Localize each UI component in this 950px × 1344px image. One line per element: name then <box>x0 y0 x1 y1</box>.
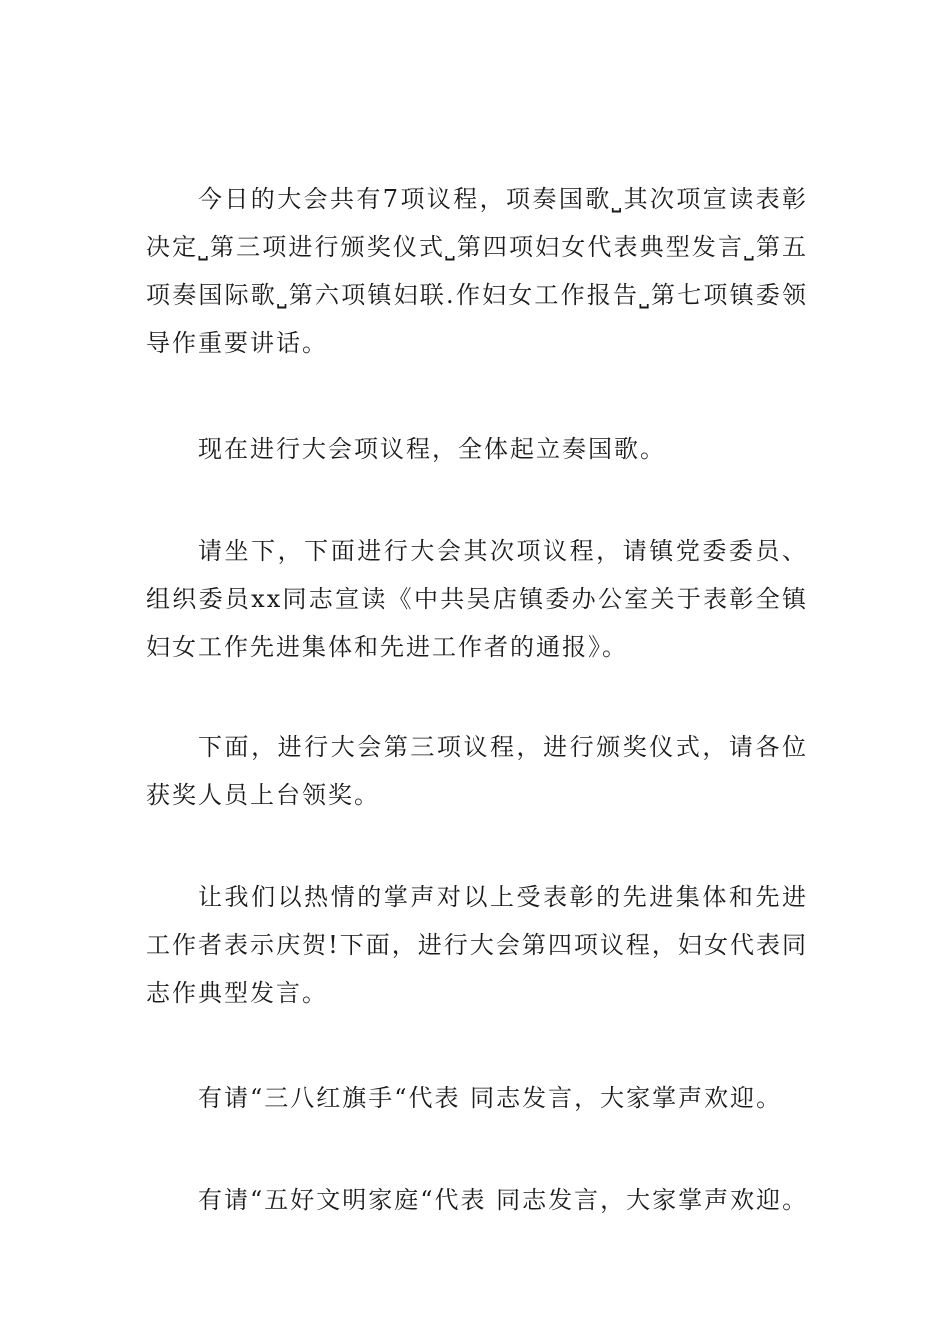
paragraph-award-ceremony: 下面，进行大会第三项议程，进行颁奖仪式，请各位获奖人员上台领奖。 <box>146 733 808 809</box>
paragraph-red-banner-speech: 有请“三八红旗手“代表 同志发言，大家掌声欢迎。 <box>198 1084 783 1112</box>
paragraph-national-anthem: 现在进行大会项议程，全体起立奏国歌。 <box>198 435 666 463</box>
paragraph-agenda-overview: 今日的大会共有7项议程，项奏国歌⎵其次项宣读表彰决定⎵第三项进行颁奖仪式⎵第四项妇女代表典型发言⎵第五项奏国际歌⎵第六项镇妇联.作妇女工作报告⎵第七项镇委领导作重要讲话。 <box>146 185 808 357</box>
paragraph-commendation-reading: 请坐下，下面进行大会其次项议程，请镇党委委员、组织委员xx同志宣读《中共吴店镇委办公室关于表彰全镇妇女工作先进集体和先进工作者的通报》。 <box>146 537 808 661</box>
paragraph-family-speech: 有请“五好文明家庭“代表 同志发言，大家掌声欢迎。 <box>198 1186 809 1214</box>
paragraph-congratulations: 让我们以热情的掌声对以上受表彰的先进集体和先进工作者表示庆贺!下面，进行大会第四项议程，妇女代表同志作典型发言。 <box>146 883 808 1007</box>
